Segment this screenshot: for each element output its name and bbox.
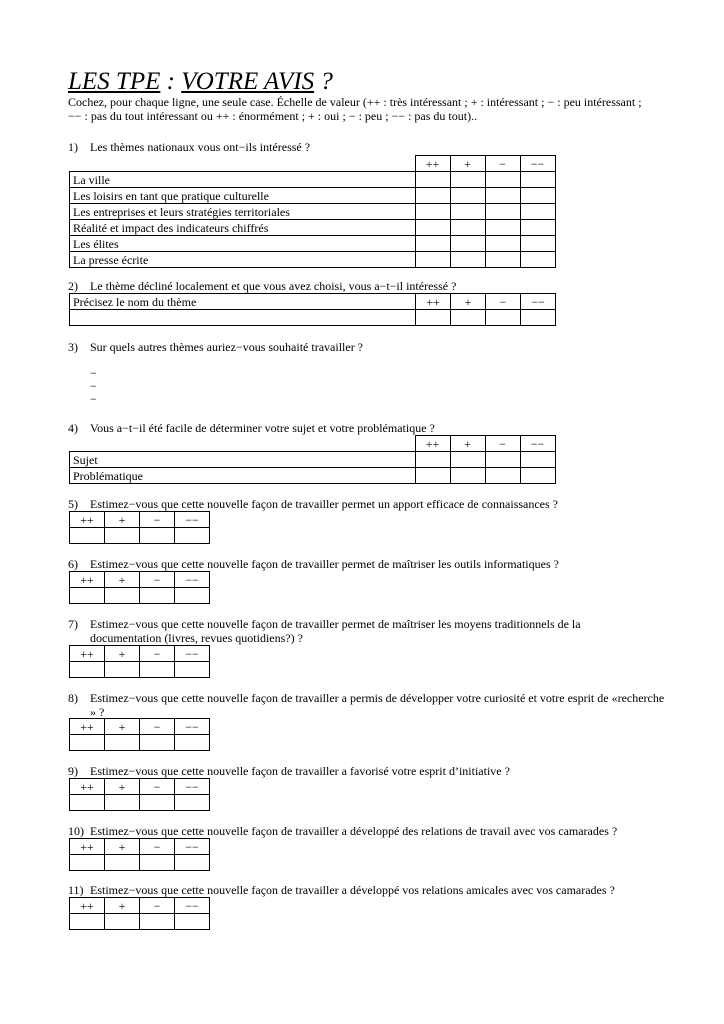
q7-table: ++ + − −− xyxy=(69,645,210,678)
page-title: LES TPE : VOTRE AVIS ? xyxy=(68,68,333,95)
checkbox-cell[interactable] xyxy=(140,528,175,544)
checkbox-cell[interactable] xyxy=(415,172,450,188)
q11-table: ++ + − −− xyxy=(69,897,210,930)
checkbox-cell[interactable] xyxy=(450,452,485,468)
q10-table: ++ + − −− xyxy=(69,838,210,871)
table-row: Sujet xyxy=(70,452,556,468)
table-row: Les loisirs en tant que pratique culturelle xyxy=(70,188,556,204)
q5-table: ++ + − −− xyxy=(69,511,210,544)
checkbox-cell[interactable] xyxy=(140,735,175,751)
table-row xyxy=(70,528,210,544)
checkbox-cell[interactable] xyxy=(175,795,210,811)
checkbox-cell[interactable] xyxy=(175,662,210,678)
checkbox-cell[interactable] xyxy=(70,662,105,678)
question-3: 3) Sur quels autres thèmes auriez−vous souhaité travailler ? xyxy=(68,340,364,354)
checkbox-cell[interactable] xyxy=(105,855,140,871)
checkbox-cell[interactable] xyxy=(451,310,486,326)
checkbox-cell[interactable] xyxy=(140,588,175,604)
checkbox-cell[interactable] xyxy=(520,252,555,268)
table-row: Problématique xyxy=(70,468,556,484)
checkbox-cell[interactable] xyxy=(70,528,105,544)
checkbox-cell[interactable] xyxy=(105,914,140,930)
table-row: Les entreprises et leurs stratégies territoriales xyxy=(70,204,556,220)
table-row xyxy=(70,662,210,678)
table-row: La ville xyxy=(70,172,556,188)
checkbox-cell[interactable] xyxy=(450,236,485,252)
question-5: 5) Estimez−vous que cette nouvelle façon de travailler permet un apport efficace de connaissances ? xyxy=(68,497,559,511)
checkbox-cell[interactable] xyxy=(105,795,140,811)
table-row xyxy=(70,310,556,326)
question-2: 2) Le thème décliné localement et que vous avez choisi, vous a−t−il intéressé ? xyxy=(68,279,457,293)
checkbox-cell[interactable] xyxy=(520,220,555,236)
checkbox-cell[interactable] xyxy=(450,204,485,220)
checkbox-cell[interactable] xyxy=(415,452,450,468)
table-row xyxy=(70,914,210,930)
checkbox-cell[interactable] xyxy=(175,735,210,751)
checkbox-cell[interactable] xyxy=(70,914,105,930)
checkbox-cell[interactable] xyxy=(140,855,175,871)
checkbox-cell[interactable] xyxy=(450,188,485,204)
checkbox-cell[interactable] xyxy=(520,236,555,252)
checkbox-cell[interactable] xyxy=(175,855,210,871)
checkbox-cell[interactable] xyxy=(485,236,520,252)
table-row xyxy=(70,795,210,811)
table-row: Les élites xyxy=(70,236,556,252)
checkbox-cell[interactable] xyxy=(485,172,520,188)
answer-dash: − xyxy=(90,379,97,393)
checkbox-cell[interactable] xyxy=(521,310,556,326)
table-row xyxy=(70,735,210,751)
checkbox-cell[interactable] xyxy=(485,204,520,220)
q9-table: ++ + − −− xyxy=(69,778,210,811)
checkbox-cell[interactable] xyxy=(415,188,450,204)
checkbox-cell[interactable] xyxy=(70,855,105,871)
answer-dash: − xyxy=(90,366,97,380)
checkbox-cell[interactable] xyxy=(450,220,485,236)
checkbox-cell[interactable] xyxy=(486,310,521,326)
checkbox-cell[interactable] xyxy=(415,252,450,268)
question-8: 8) Estimez−vous que cette nouvelle façon de travailler a permis de développer votre curiosité et votre esprit de «recherche » ? xyxy=(68,691,665,719)
theme-name-field[interactable] xyxy=(70,310,416,326)
q2-table: Précisez le nom du thème ++ + − −− xyxy=(69,293,556,326)
checkbox-cell[interactable] xyxy=(520,468,555,484)
table-row xyxy=(70,855,210,871)
question-1: 1) Les thèmes nationaux vous ont−ils intéressé ? xyxy=(68,140,311,154)
table-row: La presse écrite xyxy=(70,252,556,268)
checkbox-cell[interactable] xyxy=(140,914,175,930)
checkbox-cell[interactable] xyxy=(105,528,140,544)
question-6: 6) Estimez−vous que cette nouvelle façon de travailler permet de maîtriser les outils informatiques ? xyxy=(68,557,559,571)
checkbox-cell[interactable] xyxy=(415,220,450,236)
checkbox-cell[interactable] xyxy=(105,588,140,604)
checkbox-cell[interactable] xyxy=(485,220,520,236)
checkbox-cell[interactable] xyxy=(520,172,555,188)
checkbox-cell[interactable] xyxy=(175,528,210,544)
checkbox-cell[interactable] xyxy=(450,468,485,484)
checkbox-cell[interactable] xyxy=(485,452,520,468)
checkbox-cell[interactable] xyxy=(175,914,210,930)
checkbox-cell[interactable] xyxy=(415,204,450,220)
checkbox-cell[interactable] xyxy=(70,795,105,811)
checkbox-cell[interactable] xyxy=(520,204,555,220)
checkbox-cell[interactable] xyxy=(105,662,140,678)
checkbox-cell[interactable] xyxy=(175,588,210,604)
table-row: Réalité et impact des indicateurs chiffrés xyxy=(70,220,556,236)
checkbox-cell[interactable] xyxy=(485,188,520,204)
checkbox-cell[interactable] xyxy=(415,236,450,252)
checkbox-cell[interactable] xyxy=(450,172,485,188)
checkbox-cell[interactable] xyxy=(70,735,105,751)
answer-dash: − xyxy=(90,392,97,406)
question-7: 7) Estimez−vous que cette nouvelle façon de travailler permet de maîtriser les moyens traditionnels de la documentation (livres, revues quotidiens?) ? xyxy=(68,617,581,645)
checkbox-cell[interactable] xyxy=(450,252,485,268)
checkbox-cell[interactable] xyxy=(140,662,175,678)
checkbox-cell[interactable] xyxy=(70,588,105,604)
checkbox-cell[interactable] xyxy=(140,795,175,811)
checkbox-cell[interactable] xyxy=(485,252,520,268)
q1-table: ++ + − −− La ville Les loisirs en tant que pratique culturelle Les entreprises et leurs stratégies territoriales Réalité et impact des indicateurs chiffrés Les élites La presse écrite xyxy=(69,155,556,268)
q4-table: ++ + − −− Sujet Problématique xyxy=(69,435,556,484)
question-9: 9) Estimez−vous que cette nouvelle façon de travailler a favorisé votre esprit d’initiative ? xyxy=(68,764,510,778)
checkbox-cell[interactable] xyxy=(485,468,520,484)
question-10: 10) Estimez−vous que cette nouvelle façon de travailler a développé des relations de travail avec vos camarades ? xyxy=(68,824,618,838)
q8-table: ++ + − −− xyxy=(69,718,210,751)
checkbox-cell[interactable] xyxy=(416,310,451,326)
q6-table: ++ + − −− xyxy=(69,571,210,604)
instructions: Cochez, pour chaque ligne, une seule case. Échelle de valeur (++ : très intéressant ; + : intéressant ; − : peu intéressant ; −− : pas du tout intéressant ou ++ : énormément ; + : oui ; − : peu ; −− : pas du tout).. xyxy=(68,95,642,123)
checkbox-cell[interactable] xyxy=(520,452,555,468)
question-4: 4) Vous a−t−il été facile de déterminer votre sujet et votre problématique ? xyxy=(68,421,435,435)
checkbox-cell[interactable] xyxy=(105,735,140,751)
checkbox-cell[interactable] xyxy=(415,468,450,484)
table-row xyxy=(70,588,210,604)
question-11: 11) Estimez−vous que cette nouvelle façon de travailler a développé vos relations amicales avec vos camarades ? xyxy=(68,883,615,897)
checkbox-cell[interactable] xyxy=(520,188,555,204)
